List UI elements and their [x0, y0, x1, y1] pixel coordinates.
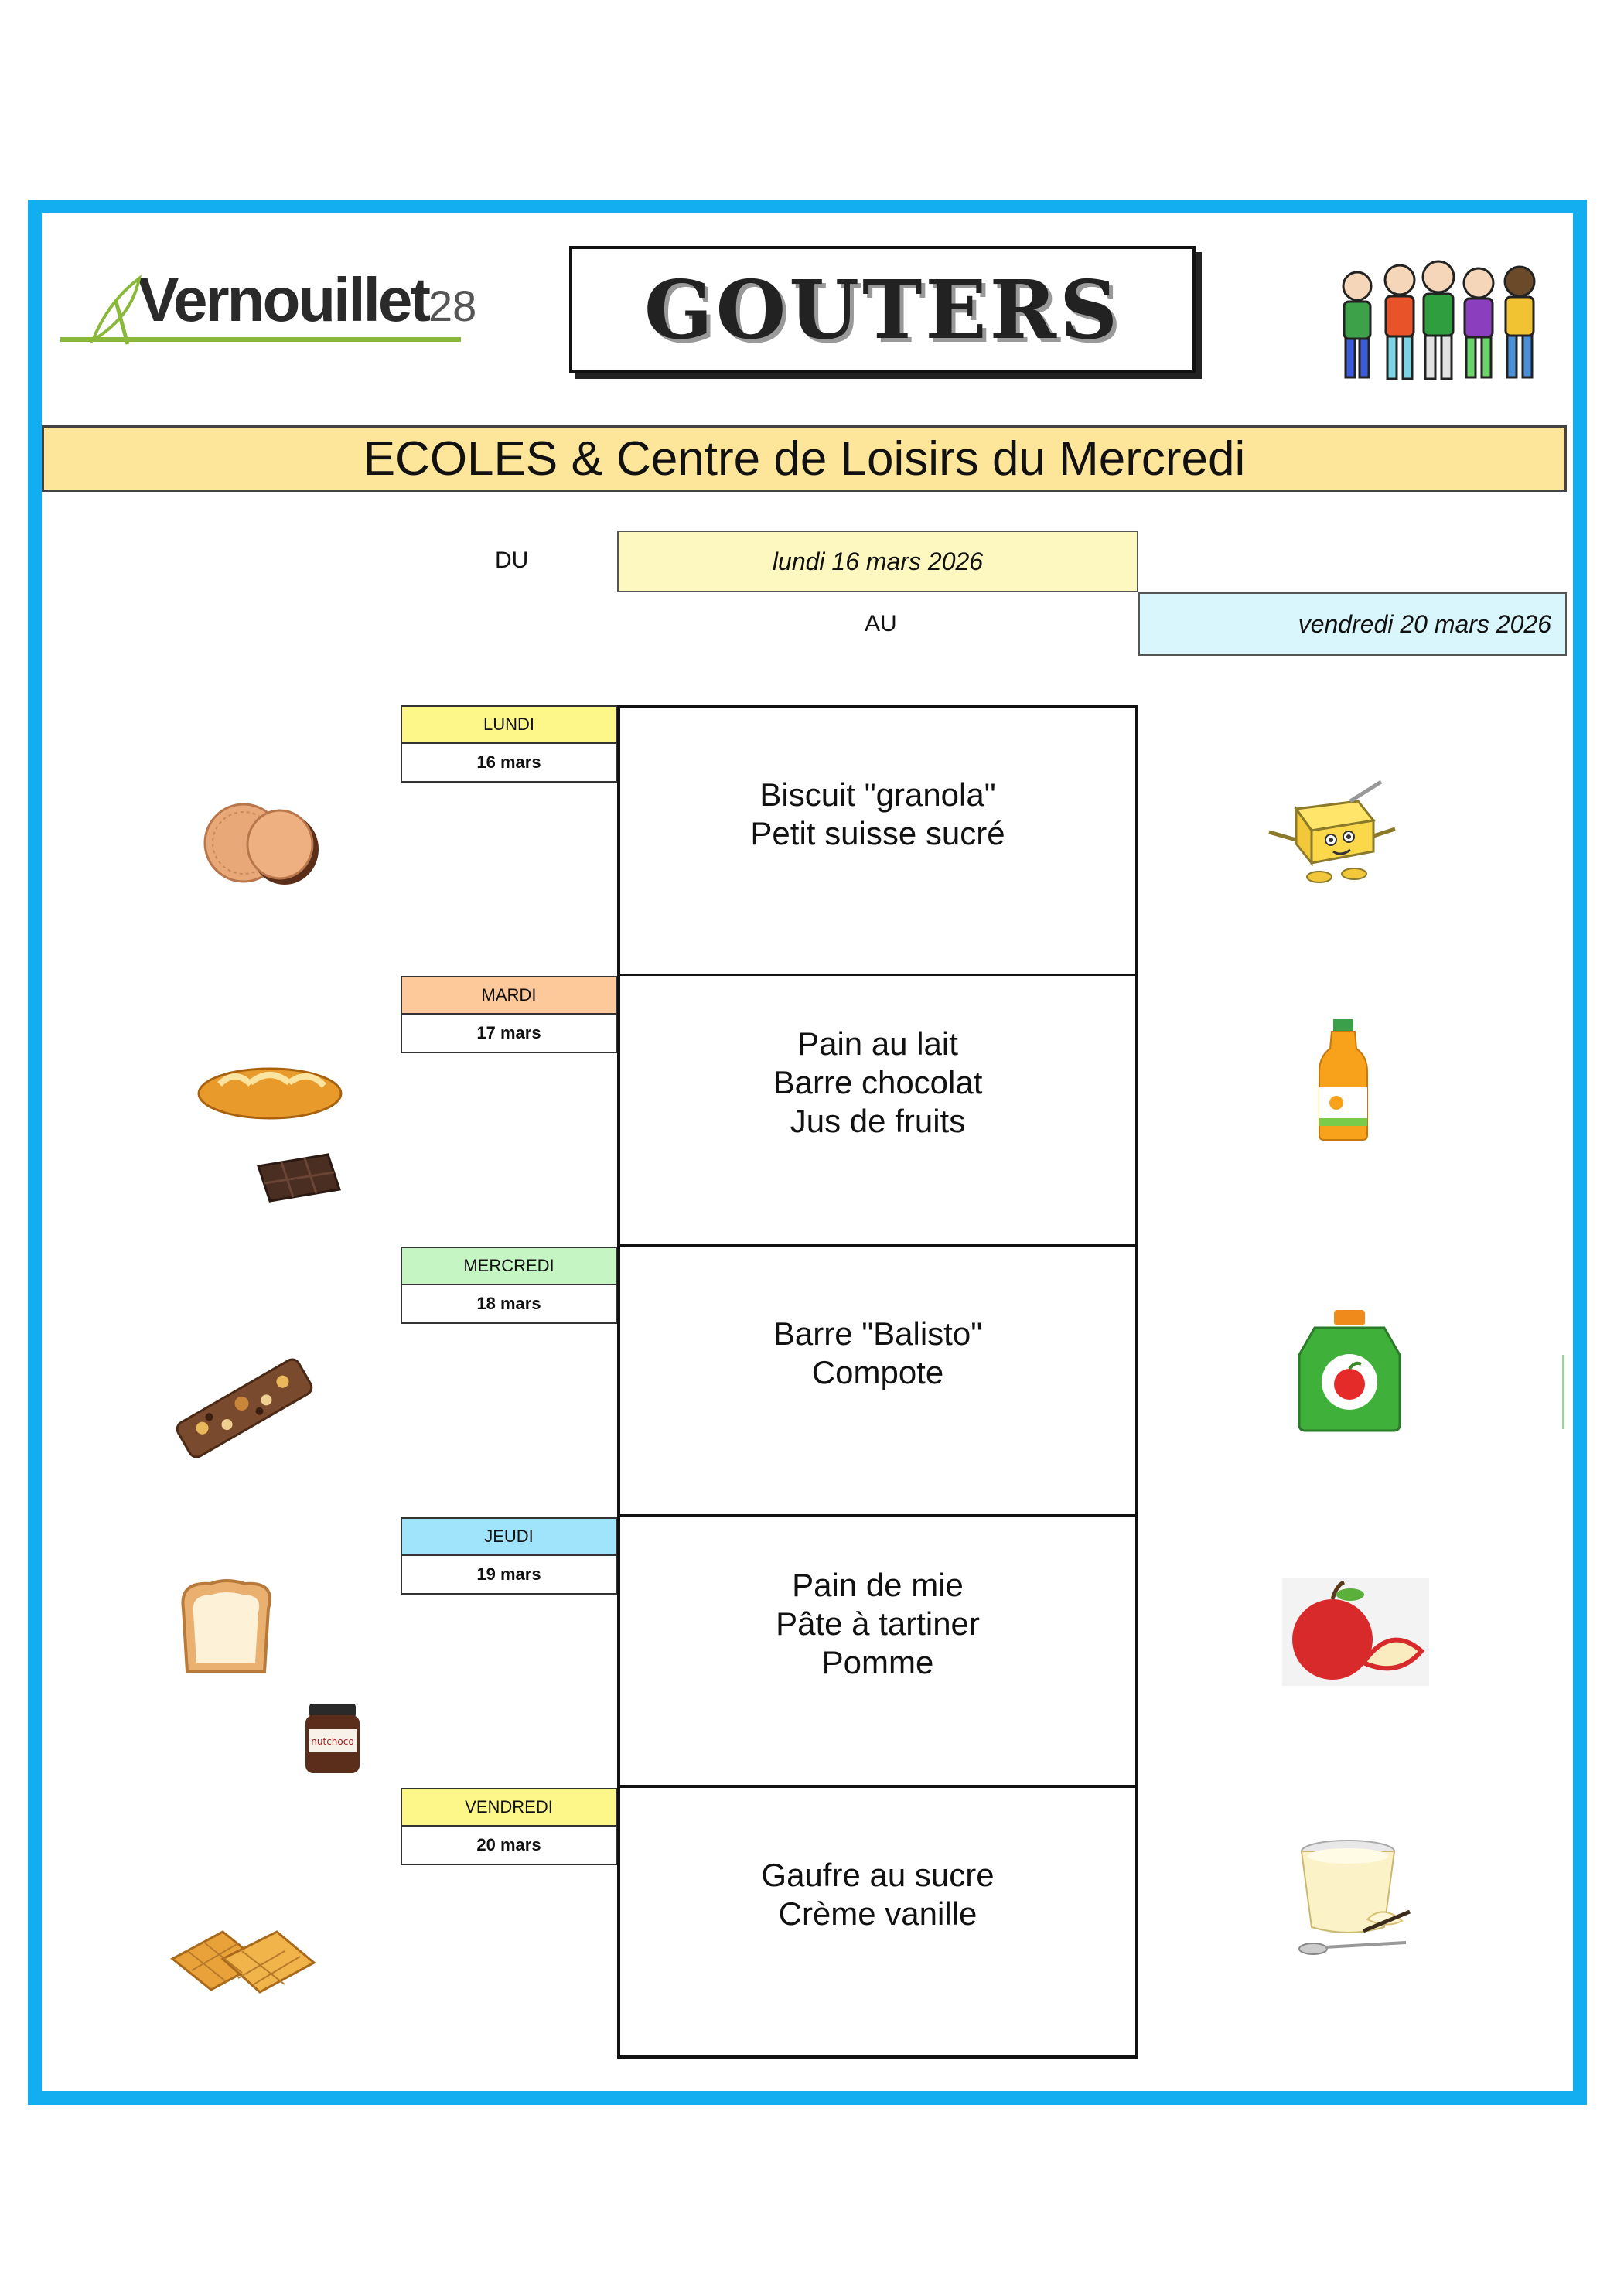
title-box: [569, 246, 1196, 373]
separator-mark: [1562, 1355, 1564, 1429]
day-label-jeudi: JEUDI: [401, 1517, 617, 1556]
menu-item: Crème vanille: [778, 1895, 977, 1932]
menu-item: Biscuit "granola": [759, 776, 996, 813]
from-date: lundi 16 mars 2026: [617, 531, 1138, 592]
juice-bottle-icon: [1316, 1018, 1370, 1141]
menu-item: Barre "Balisto": [773, 1315, 983, 1352]
menu-item: Pain de mie: [792, 1567, 964, 1603]
spread-jar-icon: [302, 1700, 363, 1777]
day-label-vendredi: VENDREDI: [401, 1788, 617, 1827]
butter-character-icon: [1265, 778, 1397, 886]
brioche-icon: [196, 1061, 343, 1123]
apple-icon: [1282, 1578, 1429, 1686]
banner-schools: ECOLES & Centre de Loisirs du Mercredi: [42, 425, 1567, 492]
menu-cell-mercredi: [617, 1247, 1138, 1517]
menu-item: Compote: [811, 1354, 944, 1390]
menu-item: Pâte à tartiner: [776, 1605, 980, 1642]
day-date-mardi: 17 mars: [401, 1015, 617, 1053]
from-label: DU: [495, 548, 529, 573]
menu-cell-mardi: [617, 976, 1138, 1247]
day-date-lundi: 16 mars: [401, 744, 617, 783]
menu-cell-lundi: [617, 705, 1138, 977]
to-label: AU: [865, 611, 897, 636]
menu-cell-jeudi: [617, 1517, 1138, 1788]
compote-pouch-icon: [1291, 1308, 1407, 1432]
to-date: vendredi 20 mars 2026: [1138, 592, 1567, 656]
yogurt-icon: [1290, 1834, 1421, 1958]
waffle-icon: [169, 1916, 316, 1994]
day-label-lundi: LUNDI: [401, 705, 617, 744]
day-date-jeudi: 19 mars: [401, 1556, 617, 1595]
vernouillet-logo: Vernouillet28: [138, 265, 477, 334]
day-date-mercredi: 18 mars: [401, 1285, 617, 1324]
biscuits-icon: [193, 797, 333, 889]
svg-text:nutchoco: nutchoco: [311, 1736, 354, 1747]
bread-slice-icon: [172, 1578, 280, 1678]
day-date-vendredi: 20 mars: [401, 1827, 617, 1865]
page-title: GOUTERS: [643, 261, 1121, 357]
day-label-mardi: MARDI: [401, 976, 617, 1015]
menu-item: Petit suisse sucré: [750, 815, 1005, 851]
logo-leaf-icon: [85, 271, 147, 348]
menu-item: Barre chocolat: [773, 1064, 983, 1100]
children-group-icon: [1322, 254, 1554, 393]
day-label-mercredi: MERCREDI: [401, 1247, 617, 1285]
chocolate-bar-icon: [251, 1151, 343, 1205]
menu-cell-vendredi: [617, 1788, 1138, 2059]
menu-item: Pomme: [821, 1644, 934, 1680]
cereal-bar-icon: [167, 1350, 322, 1466]
menu-item: Gaufre au sucre: [761, 1857, 995, 1893]
menu-item: Jus de fruits: [790, 1103, 966, 1139]
menu-item: Pain au lait: [797, 1025, 958, 1062]
